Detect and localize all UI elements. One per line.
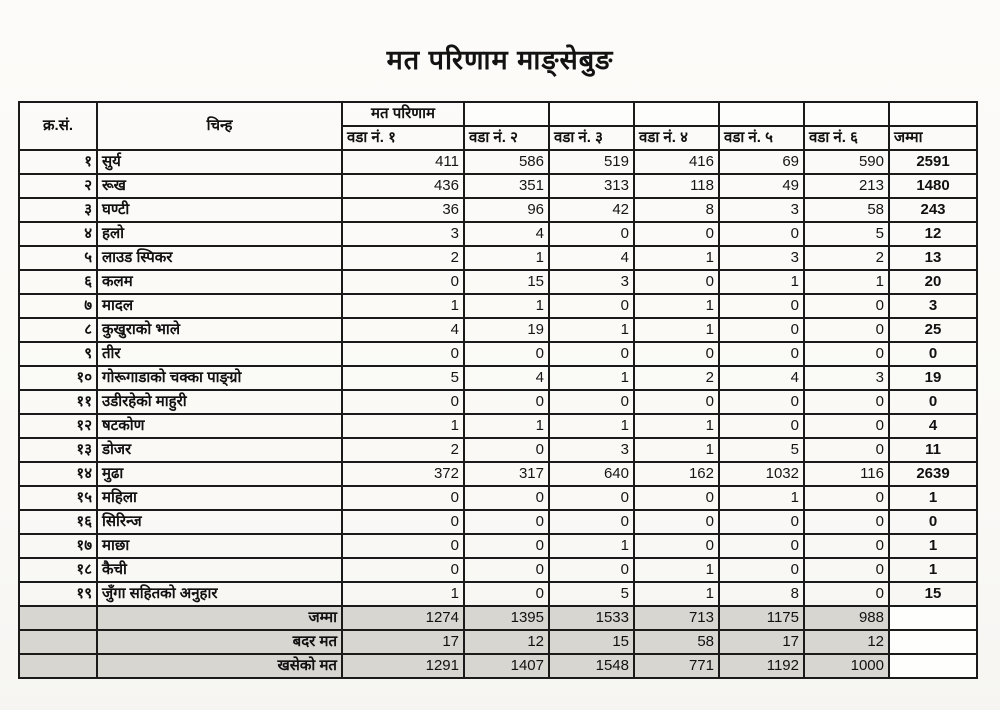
table-row bbox=[19, 342, 977, 366]
ward-3-votes-cell: 0 bbox=[549, 510, 634, 534]
footer-ward-4-value: 771 bbox=[634, 654, 719, 678]
header-empty-cell bbox=[719, 102, 804, 126]
table-row bbox=[19, 270, 977, 294]
column-group-header-result: मत परिणाम bbox=[342, 102, 464, 126]
ward-2-votes-cell: 0 bbox=[464, 534, 549, 558]
symbol-name-cell: कैची bbox=[97, 558, 342, 582]
footer-ward-2-value: 12 bbox=[464, 630, 549, 654]
symbol-name-cell: माछा bbox=[97, 534, 342, 558]
ward-6-votes-cell: 0 bbox=[804, 414, 889, 438]
footer-ward-5-value: 1192 bbox=[719, 654, 804, 678]
ward-6-votes-cell: 2 bbox=[804, 246, 889, 270]
ward-2-votes-cell: 317 bbox=[464, 462, 549, 486]
footer-ward-4-value: 58 bbox=[634, 630, 719, 654]
vote-results-table bbox=[18, 101, 978, 679]
ward-5-votes-cell: 49 bbox=[719, 174, 804, 198]
ward-2-votes-cell: 0 bbox=[464, 510, 549, 534]
ward-5-votes-cell: 0 bbox=[719, 510, 804, 534]
column-header-serial: क्र.सं. bbox=[19, 102, 97, 150]
row-total-cell: 25 bbox=[889, 318, 977, 342]
column-header-ward-3: वडा नं. ३ bbox=[549, 126, 634, 150]
ward-5-votes-cell: 0 bbox=[719, 390, 804, 414]
serial-cell: १२ bbox=[19, 414, 97, 438]
serial-cell: १ bbox=[19, 150, 97, 174]
ward-2-votes-cell: 1 bbox=[464, 246, 549, 270]
ward-4-votes-cell: 0 bbox=[634, 222, 719, 246]
ward-3-votes-cell: 1 bbox=[549, 318, 634, 342]
results-body bbox=[19, 150, 977, 606]
table-row bbox=[19, 198, 977, 222]
ward-1-votes-cell: 3 bbox=[342, 222, 464, 246]
ward-1-votes-cell: 0 bbox=[342, 342, 464, 366]
ward-5-votes-cell: 3 bbox=[719, 198, 804, 222]
ward-5-votes-cell: 0 bbox=[719, 342, 804, 366]
symbol-name-cell: कुखुराको भाले bbox=[97, 318, 342, 342]
table-row bbox=[19, 294, 977, 318]
row-total-cell: 1 bbox=[889, 534, 977, 558]
ward-3-votes-cell: 0 bbox=[549, 222, 634, 246]
footer-ward-3-value: 1548 bbox=[549, 654, 634, 678]
ward-4-votes-cell: 0 bbox=[634, 342, 719, 366]
ward-5-votes-cell: 0 bbox=[719, 294, 804, 318]
ward-1-votes-cell: 0 bbox=[342, 558, 464, 582]
row-total-cell: 11 bbox=[889, 438, 977, 462]
symbol-name-cell: घण्टी bbox=[97, 198, 342, 222]
row-total-cell: 243 bbox=[889, 198, 977, 222]
table-row bbox=[19, 318, 977, 342]
ward-2-votes-cell: 0 bbox=[464, 486, 549, 510]
ward-3-votes-cell: 3 bbox=[549, 270, 634, 294]
ward-6-votes-cell: 213 bbox=[804, 174, 889, 198]
results-footer bbox=[19, 606, 977, 678]
footer-ward-2-value: 1407 bbox=[464, 654, 549, 678]
ward-6-votes-cell: 0 bbox=[804, 558, 889, 582]
ward-5-votes-cell: 4 bbox=[719, 366, 804, 390]
ward-3-votes-cell: 0 bbox=[549, 294, 634, 318]
row-total-cell: 1 bbox=[889, 486, 977, 510]
page-title: मत परिणाम माङ्सेबुङ bbox=[386, 45, 614, 75]
ward-4-votes-cell: 1 bbox=[634, 246, 719, 270]
symbol-name-cell: सुर्य bbox=[97, 150, 342, 174]
row-total-cell: 15 bbox=[889, 582, 977, 606]
serial-cell: १३ bbox=[19, 438, 97, 462]
row-total-cell: 1480 bbox=[889, 174, 977, 198]
header-row-group bbox=[19, 102, 977, 126]
table-row bbox=[19, 510, 977, 534]
ward-4-votes-cell: 1 bbox=[634, 318, 719, 342]
serial-cell: ६ bbox=[19, 270, 97, 294]
ward-4-votes-cell: 0 bbox=[634, 390, 719, 414]
footer-serial-spacer bbox=[19, 630, 97, 654]
ward-6-votes-cell: 116 bbox=[804, 462, 889, 486]
row-total-cell: 1 bbox=[889, 558, 977, 582]
ward-6-votes-cell: 3 bbox=[804, 366, 889, 390]
column-header-total: जम्मा bbox=[889, 126, 977, 150]
ward-6-votes-cell: 0 bbox=[804, 486, 889, 510]
symbol-name-cell: मुढा bbox=[97, 462, 342, 486]
symbol-name-cell: कलम bbox=[97, 270, 342, 294]
ward-1-votes-cell: 5 bbox=[342, 366, 464, 390]
table-header bbox=[19, 102, 977, 150]
ward-5-votes-cell: 1 bbox=[719, 486, 804, 510]
ward-3-votes-cell: 519 bbox=[549, 150, 634, 174]
ward-2-votes-cell: 4 bbox=[464, 366, 549, 390]
ward-4-votes-cell: 2 bbox=[634, 366, 719, 390]
ward-4-votes-cell: 1 bbox=[634, 438, 719, 462]
ward-2-votes-cell: 1 bbox=[464, 414, 549, 438]
ward-5-votes-cell: 0 bbox=[719, 318, 804, 342]
symbol-name-cell: रूख bbox=[97, 174, 342, 198]
symbol-name-cell: तीर bbox=[97, 342, 342, 366]
symbol-name-cell: जुँगा सहितको अनुहार bbox=[97, 582, 342, 606]
header-empty-cell bbox=[634, 102, 719, 126]
table-row bbox=[19, 582, 977, 606]
header-empty-cell bbox=[549, 102, 634, 126]
table-row bbox=[19, 222, 977, 246]
ward-6-votes-cell: 0 bbox=[804, 582, 889, 606]
ward-5-votes-cell: 5 bbox=[719, 438, 804, 462]
ward-1-votes-cell: 411 bbox=[342, 150, 464, 174]
ward-1-votes-cell: 1 bbox=[342, 414, 464, 438]
ward-2-votes-cell: 1 bbox=[464, 294, 549, 318]
footer-ward-3-value: 15 bbox=[549, 630, 634, 654]
footer-serial-spacer bbox=[19, 606, 97, 630]
ward-2-votes-cell: 0 bbox=[464, 390, 549, 414]
symbol-name-cell: मादल bbox=[97, 294, 342, 318]
footer-row bbox=[19, 606, 977, 630]
column-header-ward-1: वडा नं. १ bbox=[342, 126, 464, 150]
ward-3-votes-cell: 313 bbox=[549, 174, 634, 198]
serial-cell: २ bbox=[19, 174, 97, 198]
ward-2-votes-cell: 0 bbox=[464, 582, 549, 606]
footer-ward-1-value: 17 bbox=[342, 630, 464, 654]
ward-3-votes-cell: 1 bbox=[549, 366, 634, 390]
serial-cell: ८ bbox=[19, 318, 97, 342]
serial-cell: १९ bbox=[19, 582, 97, 606]
serial-cell: १४ bbox=[19, 462, 97, 486]
ward-6-votes-cell: 0 bbox=[804, 510, 889, 534]
ward-6-votes-cell: 590 bbox=[804, 150, 889, 174]
footer-total-cell bbox=[889, 606, 977, 630]
row-total-cell: 0 bbox=[889, 510, 977, 534]
footer-ward-5-value: 1175 bbox=[719, 606, 804, 630]
ward-4-votes-cell: 416 bbox=[634, 150, 719, 174]
symbol-name-cell: सिरिन्ज bbox=[97, 510, 342, 534]
serial-cell: १८ bbox=[19, 558, 97, 582]
ward-3-votes-cell: 1 bbox=[549, 414, 634, 438]
symbol-name-cell: षटकोण bbox=[97, 414, 342, 438]
column-header-ward-6: वडा नं. ६ bbox=[804, 126, 889, 150]
ward-1-votes-cell: 0 bbox=[342, 486, 464, 510]
table-row bbox=[19, 534, 977, 558]
ward-3-votes-cell: 4 bbox=[549, 246, 634, 270]
ward-6-votes-cell: 0 bbox=[804, 318, 889, 342]
row-total-cell: 19 bbox=[889, 366, 977, 390]
ward-4-votes-cell: 0 bbox=[634, 510, 719, 534]
table-row bbox=[19, 486, 977, 510]
ward-4-votes-cell: 118 bbox=[634, 174, 719, 198]
row-total-cell: 4 bbox=[889, 414, 977, 438]
row-total-cell: 13 bbox=[889, 246, 977, 270]
table-row bbox=[19, 414, 977, 438]
ward-2-votes-cell: 19 bbox=[464, 318, 549, 342]
ward-6-votes-cell: 1 bbox=[804, 270, 889, 294]
symbol-name-cell: महिला bbox=[97, 486, 342, 510]
ward-1-votes-cell: 0 bbox=[342, 510, 464, 534]
ward-3-votes-cell: 0 bbox=[549, 486, 634, 510]
ward-3-votes-cell: 0 bbox=[549, 390, 634, 414]
ward-1-votes-cell: 36 bbox=[342, 198, 464, 222]
ward-4-votes-cell: 1 bbox=[634, 414, 719, 438]
symbol-name-cell: लाउड स्पिकर bbox=[97, 246, 342, 270]
ward-1-votes-cell: 436 bbox=[342, 174, 464, 198]
ward-5-votes-cell: 0 bbox=[719, 222, 804, 246]
table-row bbox=[19, 150, 977, 174]
table-row bbox=[19, 366, 977, 390]
ward-6-votes-cell: 0 bbox=[804, 294, 889, 318]
header-empty-cell bbox=[889, 102, 977, 126]
ward-2-votes-cell: 0 bbox=[464, 438, 549, 462]
ward-3-votes-cell: 1 bbox=[549, 534, 634, 558]
row-total-cell: 3 bbox=[889, 294, 977, 318]
symbol-name-cell: गोरूगाडाको चक्का पाङ्ग्रो bbox=[97, 366, 342, 390]
ward-4-votes-cell: 8 bbox=[634, 198, 719, 222]
footer-serial-spacer bbox=[19, 654, 97, 678]
ward-2-votes-cell: 96 bbox=[464, 198, 549, 222]
row-total-cell: 2591 bbox=[889, 150, 977, 174]
table-row bbox=[19, 438, 977, 462]
header-empty-cell bbox=[804, 102, 889, 126]
ward-4-votes-cell: 1 bbox=[634, 294, 719, 318]
ward-2-votes-cell: 4 bbox=[464, 222, 549, 246]
footer-ward-4-value: 713 bbox=[634, 606, 719, 630]
row-total-cell: 0 bbox=[889, 342, 977, 366]
row-total-cell: 12 bbox=[889, 222, 977, 246]
ward-5-votes-cell: 0 bbox=[719, 558, 804, 582]
serial-cell: १६ bbox=[19, 510, 97, 534]
footer-ward-6-value: 1000 bbox=[804, 654, 889, 678]
ward-3-votes-cell: 0 bbox=[549, 342, 634, 366]
serial-cell: ९ bbox=[19, 342, 97, 366]
ward-5-votes-cell: 3 bbox=[719, 246, 804, 270]
ward-5-votes-cell: 0 bbox=[719, 534, 804, 558]
column-header-ward-5: वडा नं. ५ bbox=[719, 126, 804, 150]
symbol-name-cell: डोजर bbox=[97, 438, 342, 462]
table-row bbox=[19, 390, 977, 414]
table-row bbox=[19, 246, 977, 270]
ward-5-votes-cell: 69 bbox=[719, 150, 804, 174]
ward-4-votes-cell: 1 bbox=[634, 558, 719, 582]
column-header-ward-2: वडा नं. २ bbox=[464, 126, 549, 150]
ward-3-votes-cell: 5 bbox=[549, 582, 634, 606]
ward-6-votes-cell: 58 bbox=[804, 198, 889, 222]
symbol-name-cell: उडीरहेको माहुरी bbox=[97, 390, 342, 414]
ward-3-votes-cell: 640 bbox=[549, 462, 634, 486]
ward-6-votes-cell: 0 bbox=[804, 438, 889, 462]
serial-cell: १७ bbox=[19, 534, 97, 558]
ward-3-votes-cell: 42 bbox=[549, 198, 634, 222]
ward-6-votes-cell: 0 bbox=[804, 390, 889, 414]
ward-5-votes-cell: 8 bbox=[719, 582, 804, 606]
footer-ward-5-value: 17 bbox=[719, 630, 804, 654]
ward-5-votes-cell: 1 bbox=[719, 270, 804, 294]
ward-2-votes-cell: 0 bbox=[464, 342, 549, 366]
ward-2-votes-cell: 0 bbox=[464, 558, 549, 582]
serial-cell: ११ bbox=[19, 390, 97, 414]
footer-ward-2-value: 1395 bbox=[464, 606, 549, 630]
serial-cell: ५ bbox=[19, 246, 97, 270]
row-total-cell: 20 bbox=[889, 270, 977, 294]
header-empty-cell bbox=[464, 102, 549, 126]
table-row bbox=[19, 558, 977, 582]
serial-cell: ७ bbox=[19, 294, 97, 318]
ward-1-votes-cell: 0 bbox=[342, 534, 464, 558]
ward-1-votes-cell: 0 bbox=[342, 270, 464, 294]
ward-6-votes-cell: 0 bbox=[804, 342, 889, 366]
ward-4-votes-cell: 0 bbox=[634, 534, 719, 558]
ward-5-votes-cell: 0 bbox=[719, 414, 804, 438]
serial-cell: १५ bbox=[19, 486, 97, 510]
ward-3-votes-cell: 0 bbox=[549, 558, 634, 582]
footer-ward-6-value: 988 bbox=[804, 606, 889, 630]
serial-cell: ४ bbox=[19, 222, 97, 246]
footer-row bbox=[19, 654, 977, 678]
ward-6-votes-cell: 0 bbox=[804, 534, 889, 558]
footer-label: बदर मत bbox=[97, 630, 342, 654]
ward-4-votes-cell: 162 bbox=[634, 462, 719, 486]
footer-row bbox=[19, 630, 977, 654]
ward-1-votes-cell: 1 bbox=[342, 294, 464, 318]
footer-ward-1-value: 1291 bbox=[342, 654, 464, 678]
ward-4-votes-cell: 1 bbox=[634, 582, 719, 606]
ward-3-votes-cell: 3 bbox=[549, 438, 634, 462]
ward-2-votes-cell: 351 bbox=[464, 174, 549, 198]
ward-5-votes-cell: 1032 bbox=[719, 462, 804, 486]
ward-6-votes-cell: 5 bbox=[804, 222, 889, 246]
serial-cell: १० bbox=[19, 366, 97, 390]
row-total-cell: 0 bbox=[889, 390, 977, 414]
footer-total-cell bbox=[889, 630, 977, 654]
column-header-symbol: चिन्ह bbox=[97, 102, 342, 150]
column-header-ward-4: वडा नं. ४ bbox=[634, 126, 719, 150]
ward-1-votes-cell: 4 bbox=[342, 318, 464, 342]
serial-cell: ३ bbox=[19, 198, 97, 222]
footer-label: जम्मा bbox=[97, 606, 342, 630]
row-total-cell: 2639 bbox=[889, 462, 977, 486]
ward-4-votes-cell: 0 bbox=[634, 486, 719, 510]
ward-1-votes-cell: 372 bbox=[342, 462, 464, 486]
table-row bbox=[19, 174, 977, 198]
ward-2-votes-cell: 586 bbox=[464, 150, 549, 174]
ward-2-votes-cell: 15 bbox=[464, 270, 549, 294]
footer-total-cell bbox=[889, 654, 977, 678]
table-row bbox=[19, 462, 977, 486]
symbol-name-cell: हलो bbox=[97, 222, 342, 246]
footer-ward-6-value: 12 bbox=[804, 630, 889, 654]
ward-1-votes-cell: 2 bbox=[342, 438, 464, 462]
ward-1-votes-cell: 2 bbox=[342, 246, 464, 270]
ward-4-votes-cell: 0 bbox=[634, 270, 719, 294]
footer-ward-3-value: 1533 bbox=[549, 606, 634, 630]
footer-label: खसेको मत bbox=[97, 654, 342, 678]
ward-1-votes-cell: 1 bbox=[342, 582, 464, 606]
footer-ward-1-value: 1274 bbox=[342, 606, 464, 630]
ward-1-votes-cell: 0 bbox=[342, 390, 464, 414]
